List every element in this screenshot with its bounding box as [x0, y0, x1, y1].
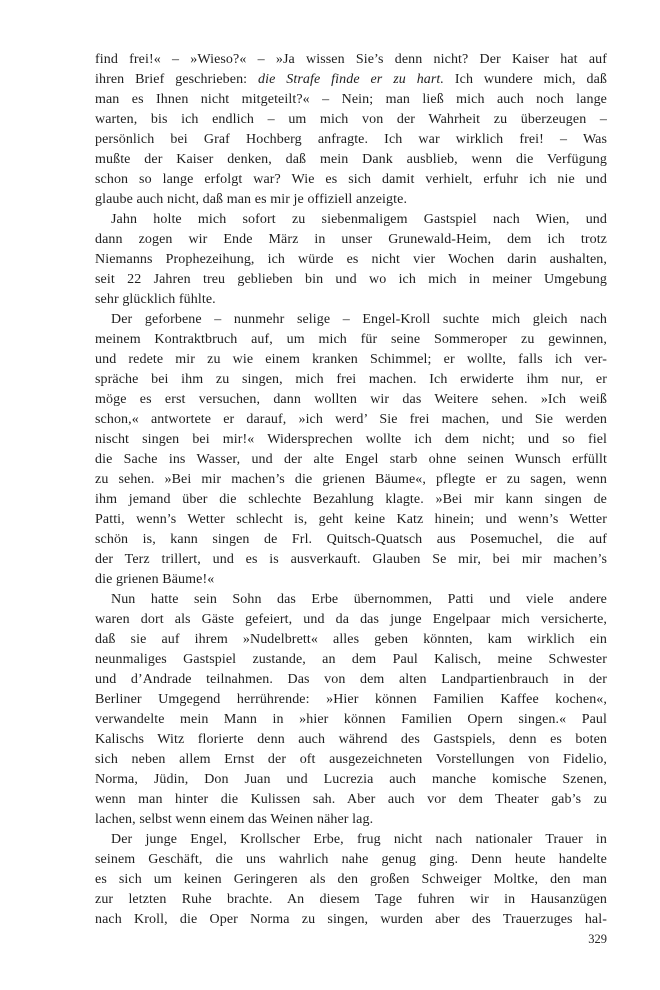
text-segment: Niemanns Prophezeihung, ich würde es nicht vier Wochen darin aushalten, — [95, 252, 607, 267]
text-line — [95, 90, 607, 110]
text-segment: Berliner Umgegend herrührende: »Hier können Familien Kaffee kochen«, — [95, 692, 607, 707]
text-segment: der Terz trillert, und es is ausverkauft. Glauben Se mir, bei mir machen’s — [95, 552, 607, 567]
text-line — [95, 410, 607, 430]
text-segment: mußte der Kaiser denken, daß mein Dank ausblieb, wenn die Verfügung — [95, 152, 607, 167]
text-segment: und redete mir zu wie einem kranken Schimmel; er wollte, falls ich ver- — [95, 352, 607, 367]
text-line — [95, 170, 607, 190]
text-line — [95, 110, 607, 130]
text-segment: möge es erst versuchen, dann wollten wir das Weitere sehen. »Ich weiß — [95, 392, 607, 407]
paragraph — [95, 310, 607, 590]
text-segment: seit 22 Jahren treu geblieben bin und wo ich mich in meiner Umgebung — [95, 272, 607, 287]
text-segment: Nun hatte sein Sohn das Erbe übernommen, Patti und viele andere — [111, 592, 607, 607]
text-segment: man es Ihnen nicht mitgeteilt?« – Nein; man ließ mich auch noch lange — [95, 92, 607, 107]
text-line — [95, 150, 607, 170]
text-segment: spräche bei ihm zu singen, mich frei machen. Ich erwiderte ihm nur, er — [95, 372, 607, 387]
text-segment: nach Kroll, die Oper Norma zu singen, wurden aber des Trauerzuges hal- — [95, 912, 607, 927]
text-line — [95, 530, 607, 550]
text-segment: verwandelte mein Mann in »hier können Familien Opern singen.« Paul — [95, 712, 607, 727]
paragraph — [95, 50, 607, 210]
text-segment: Jahn holte mich sofort zu siebenmaligem Gastspiel nach Wien, und — [111, 212, 607, 227]
text-line — [95, 210, 607, 230]
text-line — [95, 890, 607, 910]
text-line — [95, 50, 607, 70]
text-segment: daß sie auf ihrem »Nudelbrett« alles geben könnten, kam wirklich ein — [95, 632, 607, 647]
text-segment: Der geforbene – nunmehr selige – Engel-Kroll suchte mich gleich nach — [111, 312, 607, 327]
text-segment: waren dort als Gäste gefeiert, und da das junge Engelpaar mich versicherte, — [95, 612, 607, 627]
text-line — [95, 870, 607, 890]
text-segment: Patti, wenn’s Wetter schlecht is, geht keine Katz hinein; und wenn’s Wetter — [95, 512, 607, 527]
text-segment: nischt singen bei mir!« Widersprechen wollte ich dem nicht; und so fiel — [95, 432, 607, 447]
text-line — [95, 610, 607, 630]
text-segment: und d’Andrade teilnahmen. Das von dem alten Landpartienbrauch in der — [95, 672, 607, 687]
text-segment: es sich um keinen Geringeren als den großen Schweiger Moltke, den man — [95, 872, 607, 887]
text-line — [95, 390, 607, 410]
text-segment: schön is, kann singen de Frl. Quitsch-Quatsch aus Posemuchel, die auf — [95, 532, 607, 547]
text-segment: persönlich bei Graf Hochberg anfragte. Ich war wirklich frei! – Was — [95, 132, 607, 147]
text-segment: Der junge Engel, Krollscher Erbe, frug nicht nach nationaler Trauer in — [111, 832, 607, 847]
text-line — [95, 70, 607, 90]
text-segment: dann zogen wir Ende März in unser Grunewald-Heim, dem ich trotz — [95, 232, 607, 247]
text-line — [95, 230, 607, 250]
text-line — [95, 590, 607, 610]
text-line — [95, 550, 607, 570]
text-segment: zu sehen. »Bei mir machen’s die grienen Bäume«, pflegte er zu sagen, wenn — [95, 472, 607, 487]
text-segment: ihm jemand über die schlechte Bezahlung klagte. »Bei mir kann singen de — [95, 492, 607, 507]
text-line — [95, 690, 607, 710]
text-segment: schon so lange erfolgt war? Wie es sich damit verhielt, erfuhr ich nie und — [95, 172, 607, 187]
text-line — [95, 430, 607, 450]
text-line — [95, 570, 607, 590]
text-line — [95, 770, 607, 790]
text-segment: lachen, selbst wenn einem das Weinen näher lag. — [95, 812, 374, 827]
text-segment: Ich wundere mich, daß — [444, 72, 607, 87]
paragraph — [95, 210, 607, 310]
text-line — [95, 270, 607, 290]
text-line — [95, 750, 607, 770]
text-line — [95, 470, 607, 490]
text-segment: wenn man hinter die Kulissen sah. Aber auch vor dem Theater gab’s zu — [95, 792, 607, 807]
text-line — [95, 710, 607, 730]
text-segment: schon,« antwortete er darauf, »ich werd’ Sie frei machen, und Sie werden — [95, 412, 607, 427]
text-segment: zur letzten Ruhe brachte. An diesem Tage fuhren wir in Hausanzügen — [95, 892, 607, 907]
paragraph — [95, 830, 607, 930]
text-line — [95, 450, 607, 470]
text-line — [95, 250, 607, 270]
text-segment: seinem Geschäft, die uns wahrlich nahe genug ging. Denn heute handelte — [95, 852, 607, 867]
text-segment: sich neben allem Ernst der oft ausgezeichneten Vorstellungen von Fidelio, — [95, 752, 607, 767]
text-line — [95, 850, 607, 870]
text-segment: neunmaliges Gastspiel zustande, an dem Paul Kalisch, meine Schwester — [95, 652, 607, 667]
text-segment: warten, bis ich endlich – um mich von der Wahrheit zu überzeugen – — [95, 112, 607, 127]
text-line — [95, 730, 607, 750]
text-line — [95, 130, 607, 150]
text-line — [95, 310, 607, 330]
page-text — [95, 50, 607, 930]
text-segment: meinem Kontraktbruch auf, um mich für seine Sommeroper zu gewinnen, — [95, 332, 607, 347]
text-segment: glaube auch nicht, daß man es mir je offiziell anzeigte. — [95, 192, 408, 207]
text-line — [95, 650, 607, 670]
text-segment: Kalischs Witz florierte denn auch während des Gastspiels, denn es boten — [95, 732, 607, 747]
text-line — [95, 630, 607, 650]
text-line — [95, 290, 607, 310]
text-line — [95, 670, 607, 690]
text-segment: die grienen Bäume!« — [95, 572, 215, 587]
text-line — [95, 810, 607, 830]
text-line — [95, 790, 607, 810]
italic-text: die Strafe finde er zu hart. — [258, 72, 445, 87]
text-segment: sehr glücklich fühlte. — [95, 292, 216, 307]
text-segment: die Sache ins Wasser, und der alte Engel starb ohne seinen Wunsch erfüllt — [95, 452, 607, 467]
text-line — [95, 910, 607, 930]
text-line — [95, 370, 607, 390]
text-line — [95, 830, 607, 850]
text-segment: Norma, Jüdin, Don Juan und Lucrezia auch manche komische Szenen, — [95, 772, 607, 787]
text-line — [95, 490, 607, 510]
page-number: 329 — [588, 932, 607, 946]
text-line — [95, 190, 607, 210]
text-line — [95, 350, 607, 370]
paragraph — [95, 590, 607, 830]
text-segment: ihren Brief geschrieben: — [95, 72, 259, 87]
text-line — [95, 510, 607, 530]
text-line — [95, 330, 607, 350]
text-segment: find frei!« – »Wieso?« – »Ja wissen Sie’s denn nicht? Der Kaiser hat auf — [95, 52, 607, 67]
